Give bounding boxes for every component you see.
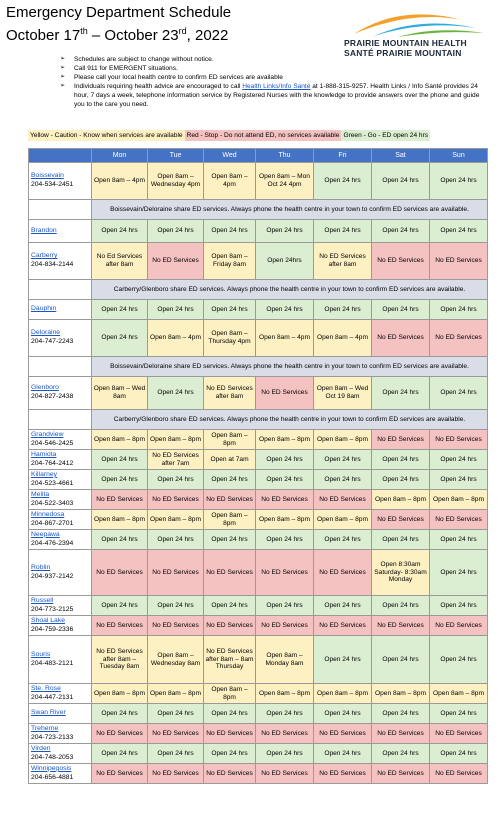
schedule-cell: Open 24 hrs [372,744,430,764]
legend-red: Red - Stop - Do not attend ED, no services available [186,132,340,139]
schedule-cell: Open 8am – 4pm [148,320,204,357]
schedule-cell: Open 8am – Wednesday 8am [148,636,204,684]
shared-services-note: Boissevain/Deloraine share ED services. Always phone the health centre in your town to confirm ED services are available. [92,200,488,220]
schedule-cell: Open 24 hrs [204,530,256,550]
schedule-cell: No ED Services [314,490,372,510]
schedule-cell: Open 24 hrs [430,530,488,550]
location-link[interactable]: Treherne [31,724,59,732]
location-link[interactable]: Deloraine [31,329,61,337]
location-cell [29,616,92,636]
schedule-cell: No ED Services [256,764,314,784]
schedule-cell: No ED Services [256,490,314,510]
schedule-cell: Open 8am – Wed 8am [92,377,148,410]
location-cell-empty [29,357,92,377]
table-row [29,596,488,616]
schedule-cell: Open 24 hrs [372,300,430,320]
schedule-cell: No ED Services [204,490,256,510]
title-sup-2: rd [178,26,187,36]
table-row [29,300,488,320]
location-phone: 204-773-2125 [31,605,74,613]
location-cell [29,764,92,784]
schedule-cell: Open 24 hrs [148,220,204,243]
schedule-cell: Open 24 hrs [148,704,204,724]
schedule-cell: Open 24 hrs [256,220,314,243]
table-row [29,490,488,510]
location-cell [29,684,92,704]
schedule-cell: No ED Services [256,616,314,636]
location-cell [29,243,92,280]
table-row [29,430,488,450]
location-cell [29,163,92,200]
table-body [29,163,488,784]
location-link[interactable]: Carberry [31,252,58,260]
schedule-cell: Open 24 hrs [204,220,256,243]
schedule-cell: Open 24 hrs [92,220,148,243]
location-cell-empty [29,280,92,300]
shared-services-note-row [29,357,488,377]
schedule-cell: Open 24 hrs [372,220,430,243]
table-row [29,550,488,596]
schedule-cell: Open 8am – 8pm [372,684,430,704]
legend-yellow: Yellow - Caution - Know when services are available [30,132,183,139]
schedule-table [28,148,488,784]
schedule-cell: No ED Services after 8am – Tuesday 8am [92,636,148,684]
schedule-cell: Open 24 hrs [430,596,488,616]
schedule-cell: Open 8am – Monday 8am [256,636,314,684]
location-cell [29,450,92,470]
location-cell [29,596,92,616]
table-row [29,684,488,704]
schedule-cell: Open 24 hrs [204,300,256,320]
schedule-cell: No ED Services [148,550,204,596]
schedule-cell: Open 8am – Mon Oct 24 4pm [256,163,314,200]
location-link[interactable]: Neepawa [31,530,60,538]
schedule-cell: Open 8am – 8pm [314,510,372,530]
table-header-row [29,149,488,163]
location-link[interactable]: Glenboro [31,384,59,392]
location-link[interactable]: Ste. Rose [31,684,61,692]
location-cell-empty [29,410,92,430]
location-link[interactable]: Minnedosa [31,510,65,518]
location-phone: 204-867-2701 [31,519,74,527]
schedule-cell: Open 24 hrs [204,744,256,764]
schedule-cell: No ED Services [204,550,256,596]
table-row [29,764,488,784]
location-phone: 204-723-2133 [31,733,74,741]
schedule-cell: Open 24 hrs [430,450,488,470]
schedule-cell: Open 24 hrs [148,377,204,410]
title-line-2 [6,22,231,45]
schedule-cell: Open 24 hrs [372,636,430,684]
schedule-cell: No ED Services [204,764,256,784]
location-cell-empty [29,200,92,220]
table-row [29,163,488,200]
schedule-cell: Open 8am – 4pm [314,320,372,357]
schedule-cell: Open 24hrs [256,243,314,280]
legend-green: Green - Go - ED open 24 hrs [343,132,429,139]
schedule-cell: Open 24 hrs [430,636,488,684]
schedule-cell: No ED Services [314,724,372,744]
schedule-cell: Open 8am – 8pm [256,430,314,450]
location-link[interactable]: Grandview [31,430,64,438]
schedule-cell: Open 8am – 8pm [314,430,372,450]
schedule-cell: Open 24 hrs [372,704,430,724]
location-cell [29,300,92,320]
schedule-cell: Open 24 hrs [92,530,148,550]
title-sup-1: th [80,26,88,36]
schedule-cell: No ED Services [204,724,256,744]
schedule-cell: Open 24 hrs [204,596,256,616]
schedule-cell: Open 8am – 8pm [92,510,148,530]
schedule-cell: No ED Services [92,616,148,636]
schedule-cell: Open 24 hrs [314,163,372,200]
note-item-health-links [60,82,490,109]
schedule-cell: No ED Services [256,724,314,744]
shared-services-note: Carberry/Glenboro share ED services. Always phone the health centre in your town to confirm ED services are available. [92,280,488,300]
schedule-cell: Open 8am – 8pm [204,510,256,530]
schedule-cell: Open 24 hrs [148,470,204,490]
schedule-cell: No ED Services [372,616,430,636]
schedule-cell: Open 8am – 8pm [148,510,204,530]
location-cell [29,724,92,744]
location-link[interactable]: Shoal Lake [31,616,66,624]
table-row [29,636,488,684]
schedule-cell: Open 24 hrs [204,704,256,724]
schedule-cell: Open 24 hrs [148,596,204,616]
schedule-cell: Open 8:30am Saturday- 8:30am Monday [372,550,430,596]
shared-services-note: Boissevain/Deloraine share ED services. Always phone the health centre in your town to confirm ED services are available. [92,357,488,377]
location-cell [29,510,92,530]
schedule-cell: Open 24 hrs [314,704,372,724]
schedule-cell: No ED Services [148,764,204,784]
header-day: Sat [372,149,430,163]
schedule-cell: Open 24 hrs [256,530,314,550]
schedule-cell: Open 24 hrs [314,470,372,490]
schedule-cell: No ED Services [92,490,148,510]
schedule-cell: No ED Services after 8am – 8am Thursday [204,636,256,684]
schedule-cell: No ED Services [430,510,488,530]
table-row [29,530,488,550]
schedule-cell: No ED Services [372,764,430,784]
title-date-start: October 17 [6,27,81,44]
location-phone: 204-747-2243 [31,338,74,345]
schedule-cell: Open 24 hrs [314,530,372,550]
schedule-cell: No ED Services [372,243,430,280]
schedule-cell: Open 24 hrs [92,320,148,357]
schedule-cell: No ED Services after 8am [314,243,372,280]
schedule-cell: Open 8am – 8pm [430,490,488,510]
table-row [29,450,488,470]
logo-swoosh-icon [340,6,492,38]
location-phone: 204-447-2131 [31,693,74,701]
header-day: Mon [92,149,148,163]
location-phone: 204-656-4881 [31,773,74,781]
schedule-cell: Open 8am – 8pm [92,430,148,450]
location-link[interactable]: Brandon [31,226,57,234]
schedule-cell: No ED Services [148,724,204,744]
schedule-cell: No ED Services [430,724,488,744]
schedule-cell: Open 24 hrs [314,636,372,684]
table-row [29,510,488,530]
title-date-end: , 2022 [186,27,229,44]
schedule-cell: No ED Services [314,616,372,636]
location-cell [29,430,92,450]
schedule-cell: Open 8am – 8pm [314,684,372,704]
health-links-link[interactable]: Health Links/Info Santé [242,83,311,90]
schedule-cell: Open 8am – Wed Oct 19 8am [314,377,372,410]
shared-services-note: Carberry/Glenboro share ED services. Always phone the health centre in your town to confirm ED services are available. [92,410,488,430]
schedule-cell: Open 8am – 8pm [430,684,488,704]
schedule-cell: Open 24 hrs [372,377,430,410]
location-phone: 204-546-2425 [31,439,74,447]
table-row [29,704,488,724]
location-cell [29,470,92,490]
location-cell [29,490,92,510]
location-phone: 204-523-4661 [31,479,74,487]
table-row [29,724,488,744]
schedule-cell: No ED Services after 7am [148,450,204,470]
location-link[interactable]: Melita [31,490,50,498]
schedule-cell: Open 8am – 8pm [148,430,204,450]
schedule-cell: Open 8am – 4pm [256,320,314,357]
schedule-cell: Open 24 hrs [430,377,488,410]
schedule-cell: No ED Services [256,377,314,410]
schedule-cell: Open 8am – 4pm [92,163,148,200]
schedule-cell: Open 24 hrs [92,470,148,490]
note-item: ➢ Call 911 for EMERGENT situations. [60,64,490,73]
schedule-cell: Open 24 hrs [314,744,372,764]
location-cell [29,530,92,550]
location-phone: 204-827-2438 [31,393,74,400]
schedule-cell: Open 8am – 8pm [92,684,148,704]
logo-text-en: PRAIRIE MOUNTAIN HEALTH [344,38,467,48]
location-phone: 204-764-2412 [31,459,74,467]
schedule-cell: Open 24 hrs [92,450,148,470]
note-text: Individuals requiring health advice are encouraged to call [74,83,243,90]
location-link[interactable]: Hamiota [31,450,57,458]
location-cell [29,320,92,357]
schedule-cell: No ED Services [430,616,488,636]
schedule-cell: Open 24 hrs [372,163,430,200]
location-phone: 204-476-2394 [31,539,74,547]
note-item: ➢ Schedules are subject to change without notice. [60,55,490,64]
table-row [29,744,488,764]
schedule-cell: Open 24 hrs [314,450,372,470]
table-row [29,616,488,636]
location-cell [29,550,92,596]
schedule-cell: No ED Services [430,430,488,450]
shared-services-note-row [29,410,488,430]
schedule-cell: Open 24 hrs [92,744,148,764]
schedule-cell: Open 8am – Friday 8am [204,243,256,280]
schedule-cell: Open 8am – 8pm [148,684,204,704]
schedule-cell: Open 24 hrs [372,596,430,616]
location-cell [29,704,92,724]
header-day: Thu [256,149,314,163]
schedule-cell: Open 8am – 8pm [256,684,314,704]
title-date-mid: – October 23 [87,27,179,44]
schedule-cell: Open 8am – 8pm [256,510,314,530]
schedule-cell: No ED Services [430,320,488,357]
schedule-cell: Open 24 hrs [256,450,314,470]
location-link[interactable]: Boissevain [31,172,64,180]
shared-services-note-row [29,280,488,300]
schedule-cell: No Ed Services after 8am [92,243,148,280]
location-cell [29,377,92,410]
schedule-cell: Open 24 hrs [256,300,314,320]
schedule-cell: Open 24 hrs [256,744,314,764]
schedule-cell: No ED Services [204,616,256,636]
schedule-cell: Open 24 hrs [372,450,430,470]
schedule-cell: No ED Services after 8am [204,377,256,410]
schedule-cell: No ED Services [148,490,204,510]
location-link[interactable]: Dauphin [31,305,57,313]
schedule-cell: Open 24 hrs [372,530,430,550]
color-legend [28,130,487,141]
schedule-cell: Open 24 hrs [256,704,314,724]
location-link[interactable]: Roblin [31,563,51,571]
schedule-cell: Open 24 hrs [92,596,148,616]
header-day: Fri [314,149,372,163]
schedule-cell: Open 24 hrs [430,300,488,320]
location-link[interactable]: Swan River [31,709,66,717]
schedule-cell: Open 24 hrs [92,704,148,724]
schedule-cell: Open 8am – 8pm [204,430,256,450]
schedule-cell: No ED Services [372,510,430,530]
schedule-cell: Open 24 hrs [314,220,372,243]
header-day: Tue [148,149,204,163]
schedule-cell: Open 24 hrs [430,470,488,490]
header-day: Wed [204,149,256,163]
schedule-cell: Open 24 hrs [314,300,372,320]
header-day: Sun [430,149,488,163]
schedule-cell: No ED Services [92,724,148,744]
schedule-cell: No ED Services [148,616,204,636]
schedule-cell: Open 24 hrs [204,470,256,490]
location-cell [29,744,92,764]
location-phone: 204-937-2142 [31,572,74,580]
location-link[interactable]: Souris [31,650,51,658]
schedule-cell: Open 24 hrs [430,163,488,200]
schedule-cell: Open 24 hrs [314,596,372,616]
schedule-cell: Open 8am –4pm [204,163,256,200]
schedule-cell: No ED Services [430,243,488,280]
table-row [29,243,488,280]
location-phone: 204-522-3403 [31,499,74,507]
note-text: at 1-888-315-9257. Health Links / Info Santé provides 24 hour, 7 days a week, telephone information service by Registered Nurses with the knowledge to provide answers over the phone and guide you to the care you need. [74,83,480,108]
location-phone: 204-483-2121 [31,659,74,667]
schedule-cell: Open 24 hrs [148,300,204,320]
schedule-cell: No ED Services [256,550,314,596]
location-cell [29,636,92,684]
location-link[interactable]: Russell [31,596,54,604]
schedule-cell: Open 24 hrs [148,744,204,764]
schedule-cell: Open 8am – Wednesday 4pm [148,163,204,200]
table-row [29,470,488,490]
schedule-cell: Open 24 hrs [148,530,204,550]
schedule-cell: Open 8am – Thursday 4pm [204,320,256,357]
schedule-cell: No ED Services [372,430,430,450]
schedule-cell: Open 24 hrs [430,550,488,596]
schedule-cell: Open 8am – 8pm [372,490,430,510]
schedule-cell: Open 24 hrs [430,704,488,724]
header-location [29,149,92,163]
schedule-cell: No ED Services [148,243,204,280]
location-phone: 204-534-2451 [31,181,74,188]
schedule-cell: Open 24 hrs [430,744,488,764]
schedule-cell: No ED Services [92,764,148,784]
table-row [29,377,488,410]
schedule-cell: No ED Services [314,550,372,596]
table-row [29,320,488,357]
location-link[interactable]: Virden [31,744,51,752]
schedule-cell: Open 24 hrs [256,596,314,616]
schedule-cell: No ED Services [314,764,372,784]
schedule-cell: No ED Services [372,724,430,744]
shared-services-note-row [29,200,488,220]
schedule-cell: No ED Services [430,764,488,784]
schedule-cell: No ED Services [372,320,430,357]
schedule-cell: Open at 7am [204,450,256,470]
title-line-1: Emergency Department Schedule [6,4,232,21]
logo-text-fr: SANTÉ PRAIRIE MOUNTAIN [344,48,462,58]
location-phone: 204-834-2144 [31,261,74,268]
schedule-cell: Open 24 hrs [430,220,488,243]
location-cell [29,220,92,243]
location-link[interactable]: Winnipegosis [31,764,72,772]
schedule-cell: Open 24 hrs [256,470,314,490]
schedule-cell: Open 24 hrs [92,300,148,320]
location-phone: 204-748-2053 [31,753,74,761]
location-link[interactable]: Killarney [31,470,58,478]
page-title [6,4,231,45]
notes-list [60,55,490,109]
schedule-cell: Open 24 hrs [372,470,430,490]
schedule-cell: Open 8am – 8pm [204,684,256,704]
location-phone: 204-759-2336 [31,625,74,633]
logo [340,6,492,60]
table-row [29,220,488,243]
note-item: ➢ Please call your local health centre to confirm ED services are available [60,73,490,82]
schedule-cell: No ED Services [92,550,148,596]
